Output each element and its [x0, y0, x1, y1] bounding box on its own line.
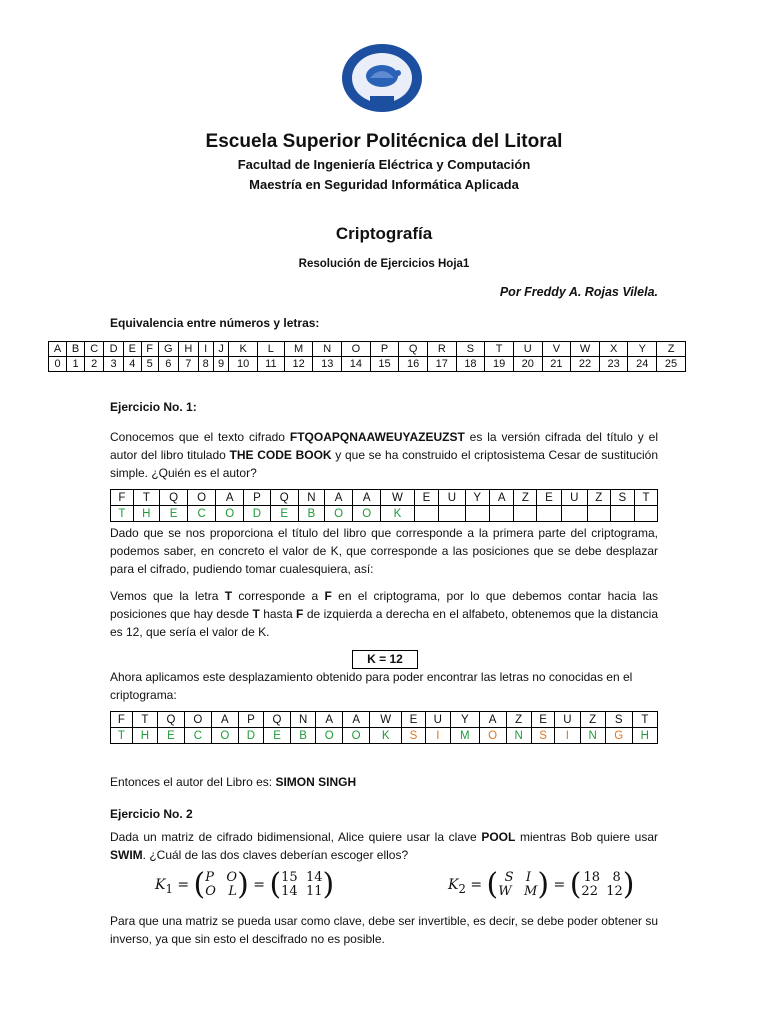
cipher-letter-cell: Q — [159, 490, 187, 506]
number-cell: 19 — [485, 357, 514, 372]
number-cell: 23 — [599, 357, 628, 372]
plain-letter-cell: N — [506, 728, 531, 744]
letter-cell: K — [229, 342, 258, 357]
cipher-letter-cell: P — [244, 490, 270, 506]
letter-cell: Y — [628, 342, 657, 357]
plain-letter-cell: H — [133, 506, 159, 522]
letter-cell: A — [49, 342, 67, 357]
letter-cell: P — [370, 342, 399, 357]
cipher-letter-cell: A — [479, 712, 506, 728]
number-cell: 22 — [571, 357, 600, 372]
letter-cell: I — [198, 342, 213, 357]
plain-letter-cell — [635, 506, 658, 522]
letter-cell: Z — [657, 342, 686, 357]
numbers-row — [49, 357, 686, 372]
plain-letter-cell — [610, 506, 634, 522]
plain-letter-cell: O — [353, 506, 381, 522]
plain-letter-cell: G — [605, 728, 632, 744]
cipher-letter-cell: E — [414, 490, 438, 506]
plain-letter-cell — [465, 506, 489, 522]
plain-letter-cell — [414, 506, 438, 522]
number-cell: 9 — [213, 357, 228, 372]
plain-letter-cell: O — [325, 506, 353, 522]
plain-letter-cell: D — [244, 506, 270, 522]
letter-cell: X — [599, 342, 628, 357]
ex2-para: Para que una matriz se pueda usar como clave, debe ser invertible, es decir, se debe poder obtener su inverso, ya que sin esto el descifrado no es posible. — [110, 914, 658, 946]
letter-cell: N — [313, 342, 342, 357]
ex1-para2: Dado que se nos proporciona el título del libro que corresponde a la primera parte del criptograma, podemos saber, en concreto el valor de K, que corresponde a las posiciones que se debe desplazar para el cifrado, pudiendo tomar cualesquiera, así: — [110, 526, 658, 576]
faculty-title: Facultad de Ingeniería Eléctrica y Computación — [237, 157, 531, 172]
institution-title: Escuela Superior Politécnica del Litoral — [205, 131, 563, 152]
plain-letter-cell: H — [132, 728, 157, 744]
plain-letter-cell: S — [531, 728, 554, 744]
plain-letter-cell: B — [291, 728, 316, 744]
number-cell: 11 — [257, 357, 284, 372]
espol-logo — [340, 42, 424, 114]
cipher-letter-cell: O — [184, 712, 211, 728]
cipher-letter-cell: W — [370, 712, 402, 728]
plain-letter-cell: C — [184, 728, 211, 744]
plain-letter-cell: E — [270, 506, 298, 522]
cipher-letter-cell: T — [635, 490, 658, 506]
plain-letter-cell: S — [402, 728, 425, 744]
k1-equation: $K_1 = (P$ O O L) = (15 14 14 11) — [155, 867, 335, 902]
ex2-intro: Dada un matriz de cifrado bidimensional, Alice quiere usar la clave POOL mientras Bob quiere usar SWIM. ¿Cuál de las dos claves deberían escoger ellos? — [110, 830, 659, 862]
number-cell: 15 — [370, 357, 399, 372]
ex1-para4: Ahora aplicamos este desplazamiento obtenido para poder encontrar las letras no conocidas en el criptograma: — [110, 670, 633, 702]
program-title: Maestría en Seguridad Informática Aplicada — [249, 177, 519, 192]
letter-cell: R — [427, 342, 456, 357]
number-cell: 5 — [141, 357, 158, 372]
cipher-letter-cell: U — [425, 712, 450, 728]
plain-letter-cell: T — [111, 728, 133, 744]
cipher-table-1 — [110, 489, 658, 522]
plain-letter-cell — [537, 506, 561, 522]
letter-cell: E — [123, 342, 141, 357]
cipher-row — [111, 712, 658, 728]
ex1-conclusion: Entonces el autor del Libro es: SIMON SINGH — [110, 775, 357, 789]
letters-row — [49, 342, 686, 357]
number-cell: 25 — [657, 357, 686, 372]
letter-cell: H — [179, 342, 198, 357]
course-title: Criptografía — [335, 224, 433, 243]
number-cell: 12 — [284, 357, 313, 372]
plain-letter-cell: D — [238, 728, 263, 744]
letter-cell: V — [542, 342, 571, 357]
letter-cell: D — [104, 342, 123, 357]
cipher-letter-cell: A — [490, 490, 514, 506]
number-cell: 2 — [85, 357, 104, 372]
cipher-letter-cell: A — [325, 490, 353, 506]
cipher-letter-cell: F — [111, 490, 134, 506]
cipher-row — [111, 490, 658, 506]
ex1-heading: Ejercicio No. 1: — [110, 400, 197, 414]
letter-cell: G — [158, 342, 179, 357]
cipher-letter-cell: Z — [506, 712, 531, 728]
plain-letter-cell: B — [298, 506, 324, 522]
k-value-box: K = 12 — [352, 650, 418, 669]
plain-letter-cell: M — [450, 728, 479, 744]
plain-letter-cell: K — [381, 506, 415, 522]
number-cell: 3 — [104, 357, 123, 372]
cipher-letter-cell: T — [632, 712, 657, 728]
number-cell: 16 — [399, 357, 428, 372]
cipher-letter-cell: U — [439, 490, 465, 506]
cipher-table-2 — [110, 711, 658, 744]
letter-cell: B — [67, 342, 85, 357]
number-cell: 1 — [67, 357, 85, 372]
plain-letter-cell — [587, 506, 610, 522]
cipher-letter-cell: A — [343, 712, 370, 728]
plain-letter-cell: E — [264, 728, 291, 744]
plain-letter-cell — [439, 506, 465, 522]
cipher-letter-cell: U — [561, 490, 587, 506]
number-cell: 21 — [542, 357, 571, 372]
equivalence-table — [48, 341, 686, 372]
plain-letter-cell: O — [479, 728, 506, 744]
cipher-letter-cell: Y — [450, 712, 479, 728]
cipher-letter-cell: S — [605, 712, 632, 728]
cipher-letter-cell: A — [216, 490, 244, 506]
ex1-para3: Vemos que la letra T corresponde a F en el criptograma, por lo que debemos contar hacia las posiciones que hay desde T hasta F de izquierda a derecha en el alfabeto, obtenemos que la distancia es 12, que sería el valor de K. — [110, 589, 658, 639]
cipher-letter-cell: T — [133, 490, 159, 506]
letter-cell: Q — [399, 342, 428, 357]
cipher-letter-cell: Y — [465, 490, 489, 506]
number-cell: 14 — [342, 357, 371, 372]
plain-letter-cell — [490, 506, 514, 522]
number-cell: 8 — [198, 357, 213, 372]
cipher-letter-cell: Q — [270, 490, 298, 506]
cipher-letter-cell: Z — [580, 712, 605, 728]
number-cell: 0 — [49, 357, 67, 372]
cipher-letter-cell: N — [291, 712, 316, 728]
letter-cell: W — [571, 342, 600, 357]
number-cell: 20 — [513, 357, 542, 372]
cipher-letter-cell: W — [381, 490, 415, 506]
cipher-letter-cell: Z — [514, 490, 537, 506]
letter-cell: F — [141, 342, 158, 357]
plain-letter-cell: O — [316, 728, 343, 744]
plain-letter-cell: I — [425, 728, 450, 744]
cipher-letter-cell: U — [555, 712, 580, 728]
plain-letter-cell: T — [111, 506, 134, 522]
plain-letter-cell: N — [580, 728, 605, 744]
ex2-heading: Ejercicio No. 2 — [110, 807, 193, 821]
number-cell: 10 — [229, 357, 258, 372]
subtitle: Resolución de Ejercicios Hoja1 — [298, 258, 470, 270]
number-cell: 13 — [313, 357, 342, 372]
plain-letter-cell: E — [159, 506, 187, 522]
number-cell: 4 — [123, 357, 141, 372]
cipher-letter-cell: S — [610, 490, 634, 506]
letter-cell: C — [85, 342, 104, 357]
ex1-intro: Conocemos que el texto cifrado FTQOAPQNAAWEUYAZEUZST es la versión cifrada del título y el autor del libro titulado THE CODE BOOK y que se ha construido el criptosistema Cesar de sustitución simple. ¿Quién es el autor? — [110, 430, 658, 480]
cipher-letter-cell: T — [132, 712, 157, 728]
cipher-letter-cell: N — [298, 490, 324, 506]
k2-equation: $K_2$ = ( S I W M) = ( 18 8 22 12) — [448, 867, 635, 902]
plain-letter-cell: O — [216, 506, 244, 522]
plain-letter-cell: K — [370, 728, 402, 744]
letter-cell: M — [284, 342, 313, 357]
number-cell: 7 — [179, 357, 198, 372]
plain-row-partial — [111, 506, 658, 522]
letter-cell: U — [513, 342, 542, 357]
plain-row-full — [111, 728, 658, 744]
cipher-letter-cell: E — [531, 712, 554, 728]
cipher-letter-cell: A — [353, 490, 381, 506]
cipher-letter-cell: E — [537, 490, 561, 506]
cipher-letter-cell: E — [402, 712, 425, 728]
plain-letter-cell: O — [211, 728, 238, 744]
letter-cell: L — [257, 342, 284, 357]
cipher-letter-cell: P — [238, 712, 263, 728]
plain-letter-cell: C — [188, 506, 216, 522]
plain-letter-cell: H — [632, 728, 657, 744]
cipher-letter-cell: Q — [264, 712, 291, 728]
number-cell: 6 — [158, 357, 179, 372]
number-cell: 18 — [456, 357, 485, 372]
letter-cell: S — [456, 342, 485, 357]
cipher-letter-cell: F — [111, 712, 133, 728]
cipher-letter-cell: Z — [587, 490, 610, 506]
letter-cell: O — [342, 342, 371, 357]
plain-letter-cell — [561, 506, 587, 522]
equivalence-heading: Equivalencia entre números y letras: — [110, 316, 320, 330]
letter-cell: T — [485, 342, 514, 357]
letter-cell: J — [213, 342, 228, 357]
cipher-letter-cell: O — [188, 490, 216, 506]
plain-letter-cell: E — [157, 728, 184, 744]
author-line: Por Freddy A. Rojas Vilela. — [499, 285, 658, 299]
plain-letter-cell: O — [343, 728, 370, 744]
cipher-letter-cell: Q — [157, 712, 184, 728]
plain-letter-cell: I — [555, 728, 580, 744]
plain-letter-cell — [514, 506, 537, 522]
cipher-letter-cell: A — [316, 712, 343, 728]
cipher-letter-cell: A — [211, 712, 238, 728]
number-cell: 17 — [427, 357, 456, 372]
number-cell: 24 — [628, 357, 657, 372]
